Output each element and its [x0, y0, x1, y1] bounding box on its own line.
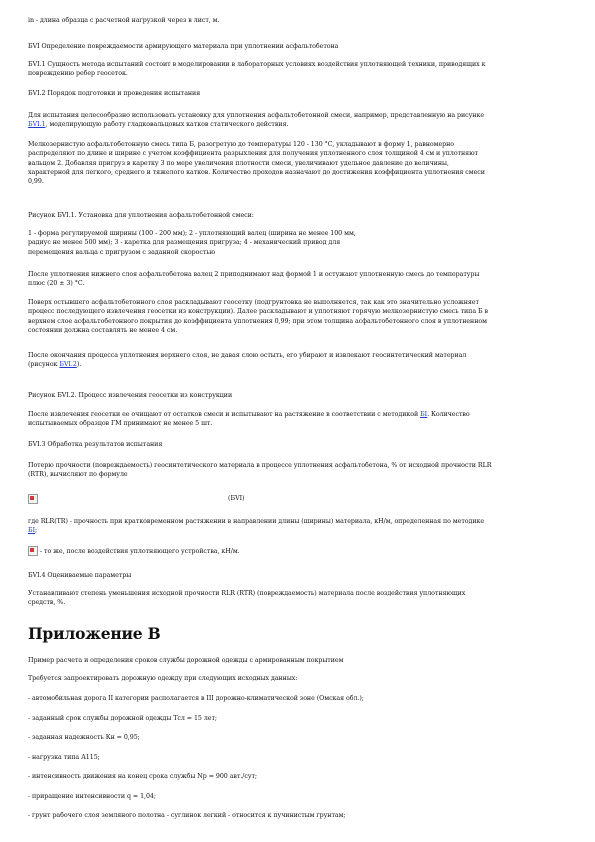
paragraph: Требуется запроектировать дорожную одежду при следующих исходных данных:: [28, 675, 298, 682]
paragraph: Потерю прочности (повреждаемость) геосинтетического материала в процессе уплотнения асфальтобетона, % от исходной прочности RLR (RTR), вычисляют по формуле: [28, 462, 492, 479]
paragraph: Мелкозернистую асфальтобетонную смесь типа Б, разогретую до температуры 120 - 130 °C, укладывают в форму 1, равномерно распределяют по длине и ширине с учетом коэффициента разрыхления для получения уплотненного слоя толщиной 4 см и уплотняют вальцом 2. Добавляя пригруз в каретку 3 по мере увеличения плотности смеси, увеличивают удельное давление до величины, характерной для легкого, среднего и тяжелого катков. Количество проходов назначают до достижения коэффициента уплотнения смеси 0,99.: [28, 141, 485, 186]
paragraph: где RLR(TR) - прочность при кратковременном растяжении в направлении длины (ширины) материала, кН/м, определенная по методике БI;: [28, 518, 485, 535]
method-link[interactable]: БI: [28, 527, 36, 535]
figure-link[interactable]: БVI.1: [28, 121, 46, 129]
list-item: - заданная надежность Кн = 0,95;: [28, 734, 140, 741]
list-item: - грунт рабочего слоя земляного полотна - суглинок легкий - относится к пучинистым грунтам;: [28, 812, 346, 819]
list-item: - приращение интенсивности q = 1,04;: [28, 793, 156, 800]
paragraph: Для испытания целесообразно использовать установку для уплотнения асфальтобетонной смеси, например, представленную на рисунке БVI.1, моделирующую работу гладковальцовых катков статического действия.: [28, 112, 485, 129]
method-link[interactable]: БI: [420, 411, 428, 418]
section-title: БVI.4 Оцениваемые параметры: [28, 572, 132, 579]
section-title: БVI Определение повреждаемости армирующего материала при уплотнении асфальтобетона: [28, 43, 339, 50]
figure-caption: Рисунок БVI.1. Установка для уплотнения асфальтобетонной смеси:: [28, 212, 254, 219]
paragraph: После уплотнения нижнего слоя асфальтобетона валец 2 приподнимают над формой 1 и остужают уплотненную смесь до температуры плюс (20 ± 3) °C.: [28, 271, 480, 288]
paragraph: Пример расчета и определения сроков службы дорожной одежды с армированным покрытием: [28, 657, 344, 664]
section-title: БVI.3 Обработка результатов испытания: [28, 441, 163, 448]
list-item: - заданный срок службы дорожной одежды Tсл = 15 лет;: [28, 715, 217, 722]
paragraph: - то же, после воздействия уплотняющего устройства, кН/м.: [40, 548, 240, 555]
paragraph: После окончания процесса уплотнения верхнего слоя, не давая слою остыть, его убирают и извлекают геосинтетический материал (рисунок БVI.2).: [28, 352, 467, 369]
paragraph: Устанавливают степень уменьшения исходной прочности RLR (RTR) (повреждаемость) материала после воздействия уплотняющих средств, %.: [28, 590, 466, 607]
list-item: - нагрузка типа А115;: [28, 754, 100, 761]
figure-link[interactable]: БVI.2: [59, 361, 77, 369]
broken-image-icon: [28, 546, 38, 556]
paragraph: БVI.1 Сущность метода испытаний состоит в моделировании в лабораторных условиях воздействия уплотняющей техники, приводящих к повреждению ребер геосеток.: [28, 61, 486, 78]
list-item: - автомобильная дорога II категории располагается в III дорожно-климатической зоне (Омская обл.);: [28, 695, 364, 702]
appendix-heading: Приложение В: [28, 624, 161, 643]
list-item: - интенсивность движения на конец срока службы Nр = 900 авт./сут;: [28, 773, 257, 780]
equation-number: (БVI): [228, 495, 245, 502]
figure-caption: Рисунок БVI.2. Процесс извлечения геосетки из конструкции: [28, 392, 233, 399]
figure-legend: 1 - форма регулируемой ширины (100 - 200 мм); 2 - уплотняющий валец (ширина не менее 100 мм, радиус не менее 500 мм); 3 - каретка для размещения пригруза; 4 - механический привод для перемещения вальца с пригрузом с заданной скоростью: [28, 230, 356, 256]
paragraph: После извлечения геосетки ее очищают от остатков смеси и испытывают на растяжение в соответствии с методикой БI. Количество испытываемых образцов ГМ принимают не менее 5 шт.: [28, 411, 470, 428]
section-title: БVI.2 Порядок подготовки и проведения испытания: [28, 90, 201, 97]
paragraph: in - длина образца с расчетной нагрузкой через в лист, м.: [28, 17, 220, 24]
paragraph: Поверх остывшего асфальтобетонного слоя раскладывают геосетку (подгрунтовка не выполняется, так как это значительно усложняет процесс последующего извлечения геосетки из конструкции). Далее раскладывают и уплотняют горячую мелкозернистую смесь типа Б в верхнем слое асфальтобетонного покрытия до коэффициента уплотнения 0,99; при этом толщина асфальтобетонного слоя в уплотненном состоянии должна составлять не менее 4 см.: [28, 299, 489, 334]
broken-image-icon: [28, 494, 38, 504]
